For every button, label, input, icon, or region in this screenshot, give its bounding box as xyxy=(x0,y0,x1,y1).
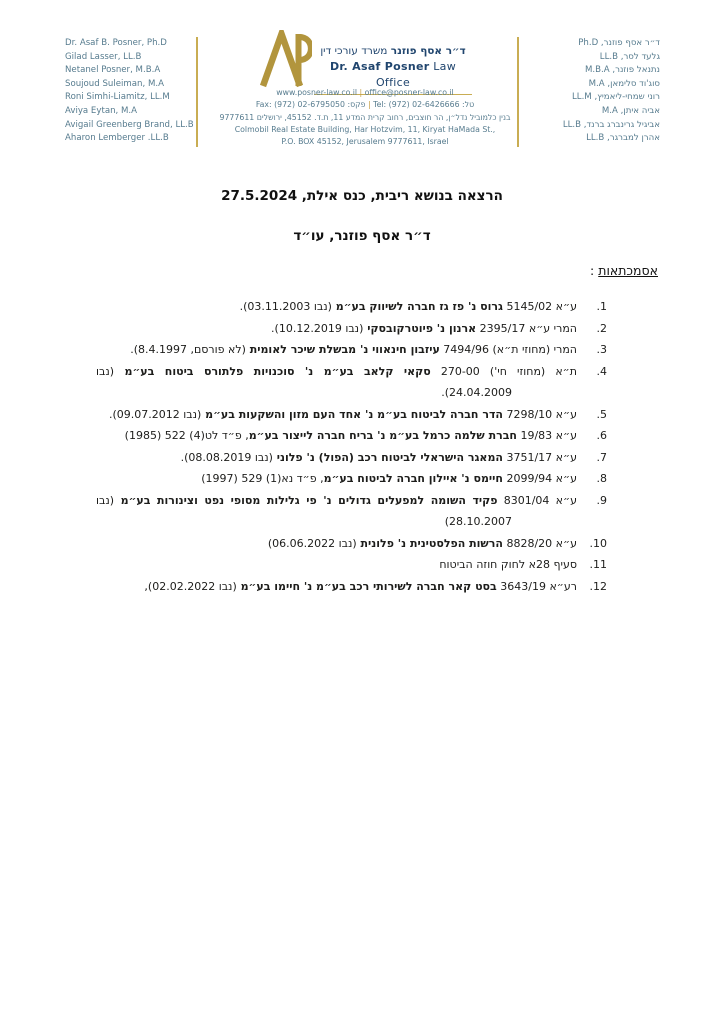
list-item xyxy=(96,447,607,469)
separator-pipe: | xyxy=(357,88,365,97)
attorney-name-he: ד״ר אסף פוזנר, Ph.D xyxy=(578,38,660,48)
item-text xyxy=(96,576,577,598)
case-name: ארנון נ' פיוטרקובסקי xyxy=(363,321,477,335)
citation-text: ע״א 2099/94 xyxy=(502,472,577,485)
list-item xyxy=(96,318,607,340)
case-name: הדר חברה לביטוח בע״מ נ' אחד העם מזון והשקעות בע״מ xyxy=(201,407,503,421)
contact-line xyxy=(198,87,532,99)
attorney-name-en: Soujoud Suleiman, M.A xyxy=(65,78,164,89)
citation-text: ע״א 3751/17 xyxy=(502,450,577,464)
citation-text: ע״א 5145/02 xyxy=(502,300,577,313)
contact-block xyxy=(198,87,532,148)
case-name: עיזבון חינאווי נ' מבשלת שיכר לאומית xyxy=(245,343,440,356)
attorney-name-he: גלעד לסר, LL.B xyxy=(599,51,660,62)
item-number: 8. xyxy=(596,472,607,485)
item-text xyxy=(96,554,577,576)
attorney-name-en: Dr. Asaf B. Posner, Ph.D xyxy=(65,38,167,48)
list-item xyxy=(96,339,607,361)
continuation-line: 24.04.2009). xyxy=(441,386,512,399)
references-list xyxy=(96,296,607,597)
case-name: סקאי קלאב בע״מ נ' סוכנויות פלתורס ביטוח בע״מ xyxy=(114,364,431,378)
firm-name-hebrew xyxy=(314,44,472,59)
case-name: פקיד השומה למפעלים גדולים נ' פי גלילות מסופי נפט וצינורות בע״מ xyxy=(114,493,498,507)
item-text xyxy=(96,490,577,512)
case-name: חיימס נ' איילון חברה לביטוח בע״מ xyxy=(323,472,503,485)
list-item xyxy=(96,296,607,318)
citation-text: (נבו 09.07.2012). xyxy=(108,407,202,421)
attorney-name-he: אהרן למברגר, LL.B xyxy=(586,133,660,144)
citation-text: ת״א (מחוזי חי') 270-00 xyxy=(430,364,578,378)
contact-text: www.posner-law.co.il xyxy=(276,88,358,97)
citation-text: (לא פורסם, 8.4.1997). xyxy=(130,343,246,356)
citation-text: ע״א 8828/20 xyxy=(502,536,577,550)
list-item xyxy=(96,554,607,576)
contact-line xyxy=(198,124,532,136)
citation-text: (נבו 06.06.2022) xyxy=(267,536,357,550)
attorney-name-en: Aviya Eytan, M.A xyxy=(65,105,138,116)
lecture-title: הרצאה בנושא ריבית, כנס אילת, 27.5.2024 xyxy=(221,188,503,204)
references-heading-colon: : xyxy=(590,263,599,278)
attorney-name-he: סוג'וד סלימאן, M.A xyxy=(588,78,660,89)
gold-divider-right xyxy=(517,37,519,147)
contact-text: טל: Tel: (972) 02-6426666 xyxy=(373,100,475,110)
contact-text: office@posner-law.co.il xyxy=(364,88,454,97)
attorney-name-en: Roni Simhi-Liamitz, LL.M xyxy=(65,92,170,103)
firm-name-english-bold: Dr. Asaf Posner xyxy=(329,60,430,73)
attorney-name-en: Netanel Posner, M.B.A xyxy=(65,65,161,76)
citation-text: ע״א 19/83 xyxy=(516,429,577,442)
attorney-name-en: Gilad Lasser, LL.B xyxy=(65,51,142,62)
item-text xyxy=(96,533,577,555)
item-number: 5. xyxy=(596,407,607,421)
firm-name-english-rest: Law Office xyxy=(375,60,457,89)
item-text xyxy=(96,447,577,469)
speaker-name: ד״ר אסף פוזנר, עו״ד xyxy=(293,228,431,244)
ap-monogram-icon xyxy=(260,30,312,88)
citation-text: (נבו 08.08.2019). xyxy=(180,450,273,464)
contact-text: פקס: Fax: (972) 02-6795050 xyxy=(255,100,366,110)
attorney-name-en: Aharon Lemberger .LL.B xyxy=(65,133,169,144)
item-number: 9. xyxy=(596,493,607,507)
firm-logo xyxy=(260,30,312,92)
contact-line xyxy=(198,112,532,124)
item-text xyxy=(96,425,577,447)
separator-pipe: | xyxy=(365,100,374,110)
citation-text: (נבו 02.02.2022), xyxy=(144,579,237,593)
firm-name-hebrew-bold: ד״ר אסף פוזנר xyxy=(390,45,466,57)
list-item xyxy=(96,468,607,490)
case-name: הרשות הפלסטינית נ' פלונית xyxy=(356,536,503,550)
contact-text: Colmobil Real Estate Building, Har Hotzvim, 11, Kiryat HaMada St., xyxy=(234,124,496,134)
contact-text: בנין כלמוביל נדל״ן, הר חוצבים, רחוב קרית המדע 11, ת.ד. 45152, ירושלים 9777611 xyxy=(219,112,511,122)
citation-text: (נבו 03.11.2003). xyxy=(239,300,332,313)
citation-text: ע״א 7298/10 xyxy=(502,407,577,421)
case-name: חברת שלמה כרמל בע״מ נ' בריח חברה לייצור בע״מ xyxy=(248,429,517,442)
list-item xyxy=(96,490,607,533)
firm-name-hebrew-rest: משרד עורכי דין xyxy=(320,45,391,57)
item-number: 12. xyxy=(589,579,607,593)
citation-text: , פ״ד נא(1) 529 (1997) xyxy=(201,472,324,485)
item-number: 10. xyxy=(589,536,607,550)
attorney-name-en: Avigail Greenberg Brand, LL.B xyxy=(65,119,194,130)
list-item xyxy=(96,533,607,555)
list-item xyxy=(96,576,607,598)
item-number: 11. xyxy=(589,558,607,571)
references-heading-word: אסמכתאות xyxy=(598,263,658,278)
list-item xyxy=(96,361,607,404)
item-number: 2. xyxy=(596,321,607,335)
item-text xyxy=(96,404,577,426)
list-item xyxy=(96,425,607,447)
citation-text: , פ״ד לט(4) 522 (1985) xyxy=(124,429,249,442)
citation-text: (נבו xyxy=(96,364,115,378)
item-number: 4. xyxy=(596,364,607,378)
citation-text: (נבו 10.12.2019). xyxy=(271,321,364,335)
attorney-name-he: רוני שמחי-ליאמיץ, LL.M xyxy=(572,92,660,103)
case-name: בסט קאר חברה לשירותי רכב בע״מ נ' חיימו בע״מ xyxy=(236,579,497,593)
item-text xyxy=(96,296,577,318)
contact-text: P.O. BOX 45152, Jerusalem 9777611, Israel xyxy=(281,137,449,147)
citation-text: רע״א 3643/19 xyxy=(496,579,577,593)
citation-text: ע״א 8301/04 xyxy=(497,493,577,507)
continuation-line: 28.10.2007) xyxy=(444,515,512,528)
attorney-name-he: נתנאל פוזנר, M.B.A xyxy=(585,65,660,76)
case-name: המאגר הישראלי לביטוח רכב (הפול) נ' פלוני xyxy=(272,450,503,464)
item-number: 1. xyxy=(596,300,607,313)
citation-text: המרי (מחוזי ת״א) 7494/96 xyxy=(439,343,577,356)
citation-text: המרי ע״א 2395/17 xyxy=(476,321,577,335)
item-text xyxy=(96,468,577,490)
citation-text: (נבו xyxy=(96,493,115,507)
item-text xyxy=(96,318,577,340)
item-number: 3. xyxy=(596,343,607,356)
contact-line xyxy=(198,99,532,111)
contact-line xyxy=(198,136,532,148)
references-heading xyxy=(590,263,658,278)
attorney-names-english xyxy=(65,37,194,146)
attorney-name-he: אביגיל גרינברג ברנד, LL.B xyxy=(562,119,660,130)
case-name: גרוס נ' פז גז חברה לשיווק בע״מ xyxy=(331,300,503,313)
attorney-names-hebrew xyxy=(563,37,660,146)
item-number: 6. xyxy=(596,429,607,442)
item-number: 7. xyxy=(596,450,607,464)
list-item xyxy=(96,404,607,426)
citation-text: סעיף 28א לחוק חוזה הביטוח xyxy=(439,558,577,571)
item-text xyxy=(96,339,577,361)
attorney-name-he: אביה איתן, M.A xyxy=(601,105,660,116)
item-text xyxy=(96,361,577,383)
